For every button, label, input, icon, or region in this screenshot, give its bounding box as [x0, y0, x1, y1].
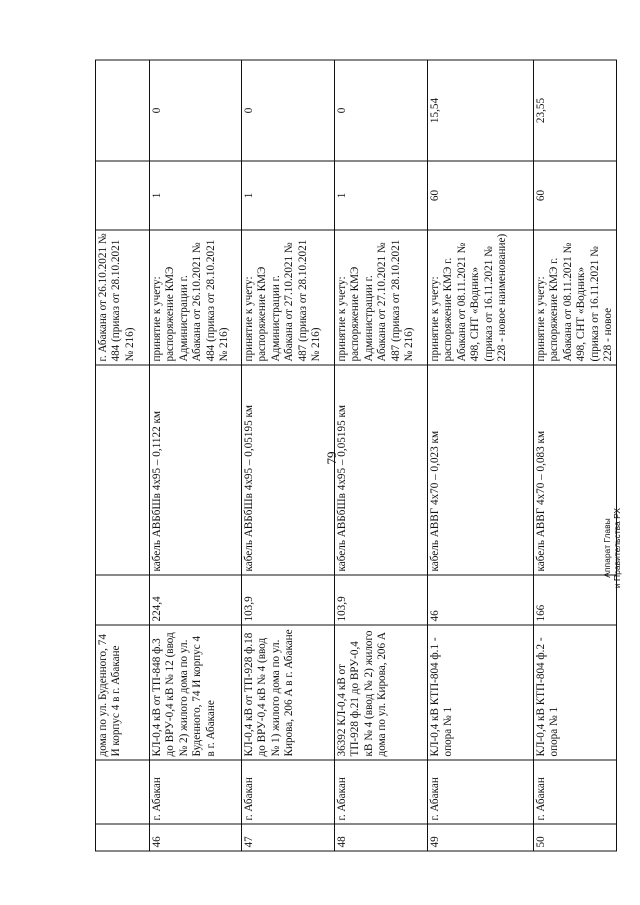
page-number: 79	[324, 451, 339, 465]
cable-description: кабель АВВГ 4х70 – 0,083 км	[534, 365, 617, 575]
row-number: 49	[428, 824, 534, 851]
quantity: 1	[150, 161, 242, 230]
amount: 15,54	[428, 60, 534, 161]
quantity: 60	[428, 161, 534, 230]
settlement: г. Абакан	[150, 760, 242, 824]
table-row	[534, 60, 617, 851]
amount: 23,55	[534, 60, 617, 161]
stamp-line-1: Аппарат Главы	[602, 518, 612, 578]
basis-document: принятие к учету: распоряжение КМЭ Администрации г. Абакана от 26.10.2021 № 484 (приказ от 28.10.2021 № 216)	[150, 230, 242, 365]
basis-document: принятие к учету: распоряжение КМЭ Администрации г. Абакана от 27.10.2021 № 487 (приказ от 28.10.2021 № 216)	[242, 230, 335, 365]
table-row	[428, 60, 534, 851]
quantity	[96, 161, 150, 230]
amount	[96, 60, 150, 161]
quantity: 60	[534, 161, 617, 230]
amount: 0	[242, 60, 335, 161]
object-value: 166	[534, 575, 617, 625]
settlement: г. Абакан	[428, 760, 534, 824]
cable-description: кабель АВБбШв 4х95 – 0,1122 км	[150, 365, 242, 575]
object-name: 36392 КЛ-0,4 кВ от ТП-928 ф.21 до ВРУ-0,4 кВ № 4 (ввод № 2) жилого дома по ул. Кирова, 206 А	[335, 625, 428, 760]
cable-description: кабель АВБбШв 4х95 – 0,05195 км	[242, 365, 335, 575]
table-row	[150, 60, 242, 851]
basis-document: принятие к учету: распоряжение КМЭ г. Абакана от 08.11.2021 № 498, СНТ «Водник» (приказ от 16.11.2021 № 228 - новое	[534, 230, 617, 365]
cable-description: кабель АВБбШв 4х95 – 0,05195 км	[335, 365, 428, 575]
registry-table	[95, 59, 617, 851]
table-row	[335, 60, 428, 851]
cable-description: кабель АВВГ 4х70 – 0,023 км	[428, 365, 534, 575]
quantity: 1	[242, 161, 335, 230]
stamp-line-2: и Правительства РХ	[612, 507, 622, 589]
basis-document: принятие к учету: распоряжение КМЭ г. Абакана от 08.11.2021 № 498, СНТ «Водник» (приказ от 16.11.2021 № 228 - новое наименование)	[428, 230, 534, 365]
amount: 0	[150, 60, 242, 161]
row-number	[96, 824, 150, 851]
object-value: 103,9	[242, 575, 335, 625]
object-value	[96, 575, 150, 625]
object-name: КЛ-0,4 кВ от ТП-928 ф.18 до ВРУ-0,4 кВ № 4 (ввод № 1) жилого дома по ул. Кирова, 206 А в г. Абакане	[242, 625, 335, 760]
object-name: дома по ул. Буденного, 74 И корпус 4 в г. Абакане	[96, 625, 150, 760]
basis-document: г. Абакана от 26.10.2021 № 484 (приказ от 28.10.2021 № 216)	[96, 230, 150, 365]
object-value: 103,9	[335, 575, 428, 625]
settlement	[96, 760, 150, 824]
object-name: КЛ-0,4 кВ от ТП-848 ф.3 до ВРУ-0,4 кВ № 12 (ввод № 2) жилого дома по ул. Буденного, 74 И корпус 4 в г. Абакане	[150, 625, 242, 760]
settlement: г. Абакан	[335, 760, 428, 824]
object-name: КЛ-0,4 кВ КТП-804 ф.2 - опора № 1	[534, 625, 617, 760]
table-row	[242, 60, 335, 851]
cable-description	[96, 365, 150, 575]
basis-document: принятие к учету: распоряжение КМЭ Администрации г. Абакана от 27.10.2021 № 487 (приказ от 28.10.2021 № 216)	[335, 230, 428, 365]
row-number: 47	[242, 824, 335, 851]
row-number: 46	[150, 824, 242, 851]
table-row	[96, 60, 150, 851]
settlement: г. Абакан	[534, 760, 617, 824]
object-value: 224,4	[150, 575, 242, 625]
object-name: КЛ-0,4 кВ КТП-804 ф.1 - опора № 1	[428, 625, 534, 760]
amount: 0	[335, 60, 428, 161]
settlement: г. Абакан	[242, 760, 335, 824]
row-number: 48	[335, 824, 428, 851]
object-value: 46	[428, 575, 534, 625]
quantity: 1	[335, 161, 428, 230]
row-number: 50	[534, 824, 617, 851]
